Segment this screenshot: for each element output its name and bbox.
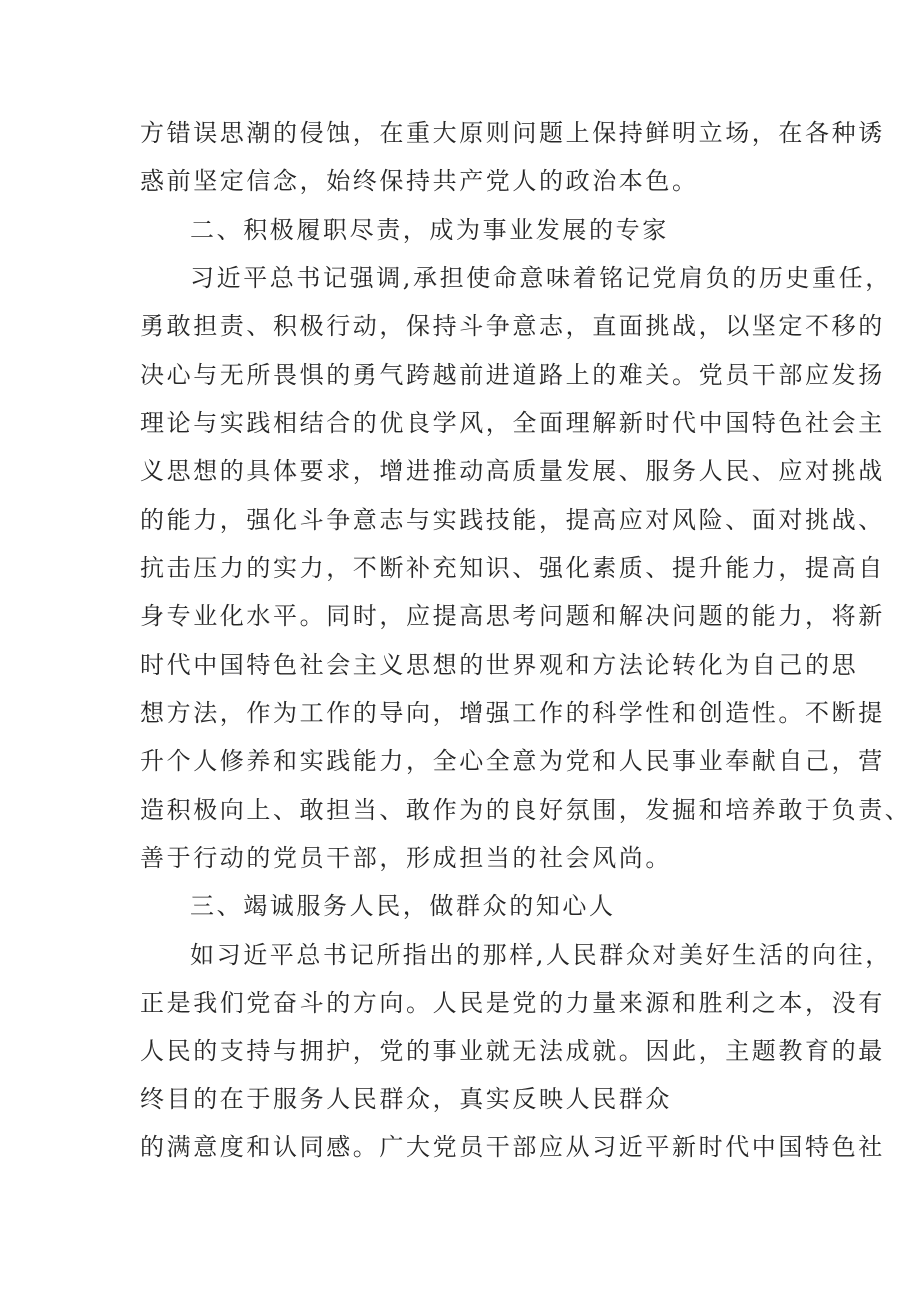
text-line: 习近平总书记强调,承担使命意味着铭记党肩负的历史重任， [190, 264, 892, 292]
text-line: 抗击压力的实力，不断补充知识、强化素质、提升能力，提高自 [140, 554, 885, 582]
section-heading: 三、竭诚服务人民，做群众的知心人 [190, 892, 616, 920]
text-line: 造积极向上、敢担当、敢作为的良好氛围，发掘和培养敢于负责、 [140, 796, 912, 824]
text-line: 方错误思潮的侵蚀，在重大原则问题上保持鲜明立场，在各种诱 [140, 119, 885, 147]
text-line: 善于行动的党员干部，形成担当的社会风尚。 [140, 844, 672, 872]
text-line: 如习近平总书记所指出的那样,人民群众对美好生活的向往， [190, 941, 892, 969]
text-line: 人民的支持与拥护，党的事业就无法成就。因此，主题教育的最 [140, 1037, 885, 1065]
section-heading: 二、积极履职尽责，成为事业发展的专家 [190, 216, 669, 244]
text-line: 升个人修养和实践能力，全心全意为党和人民事业奉献自己，营 [140, 747, 885, 775]
text-line: 决心与无所畏惧的勇气跨越前进道路上的难关。党员干部应发扬 [140, 361, 885, 389]
text-line: 身专业化水平。同时，应提高思考问题和解决问题的能力，将新 [140, 602, 885, 630]
text-line: 终目的在于服务人民群众，真实反映人民群众 [140, 1085, 672, 1113]
text-line: 惑前坚定信念，始终保持共产党人的政治本色。 [140, 167, 699, 195]
text-line: 的满意度和认同感。广大党员干部应从习近平新时代中国特色社 [140, 1133, 885, 1161]
text-line: 理论与实践相结合的优良学风，全面理解新时代中国特色社会主 [140, 409, 885, 437]
text-line: 时代中国特色社会主义思想的世界观和方法论转化为自己的思 [140, 651, 859, 679]
text-line: 勇敢担责、积极行动，保持斗争意志，直面挑战，以坚定不移的 [140, 312, 885, 340]
text-line: 想方法，作为工作的导向，增强工作的科学性和创造性。不断提 [140, 699, 885, 727]
text-line: 正是我们党奋斗的方向。人民是党的力量来源和胜利之本，没有 [140, 989, 885, 1017]
text-line: 的能力，强化斗争意志与实践技能，提高应对风险、面对挑战、 [140, 506, 885, 534]
text-line: 义思想的具体要求，增进推动高质量发展、服务人民、应对挑战 [140, 457, 885, 485]
